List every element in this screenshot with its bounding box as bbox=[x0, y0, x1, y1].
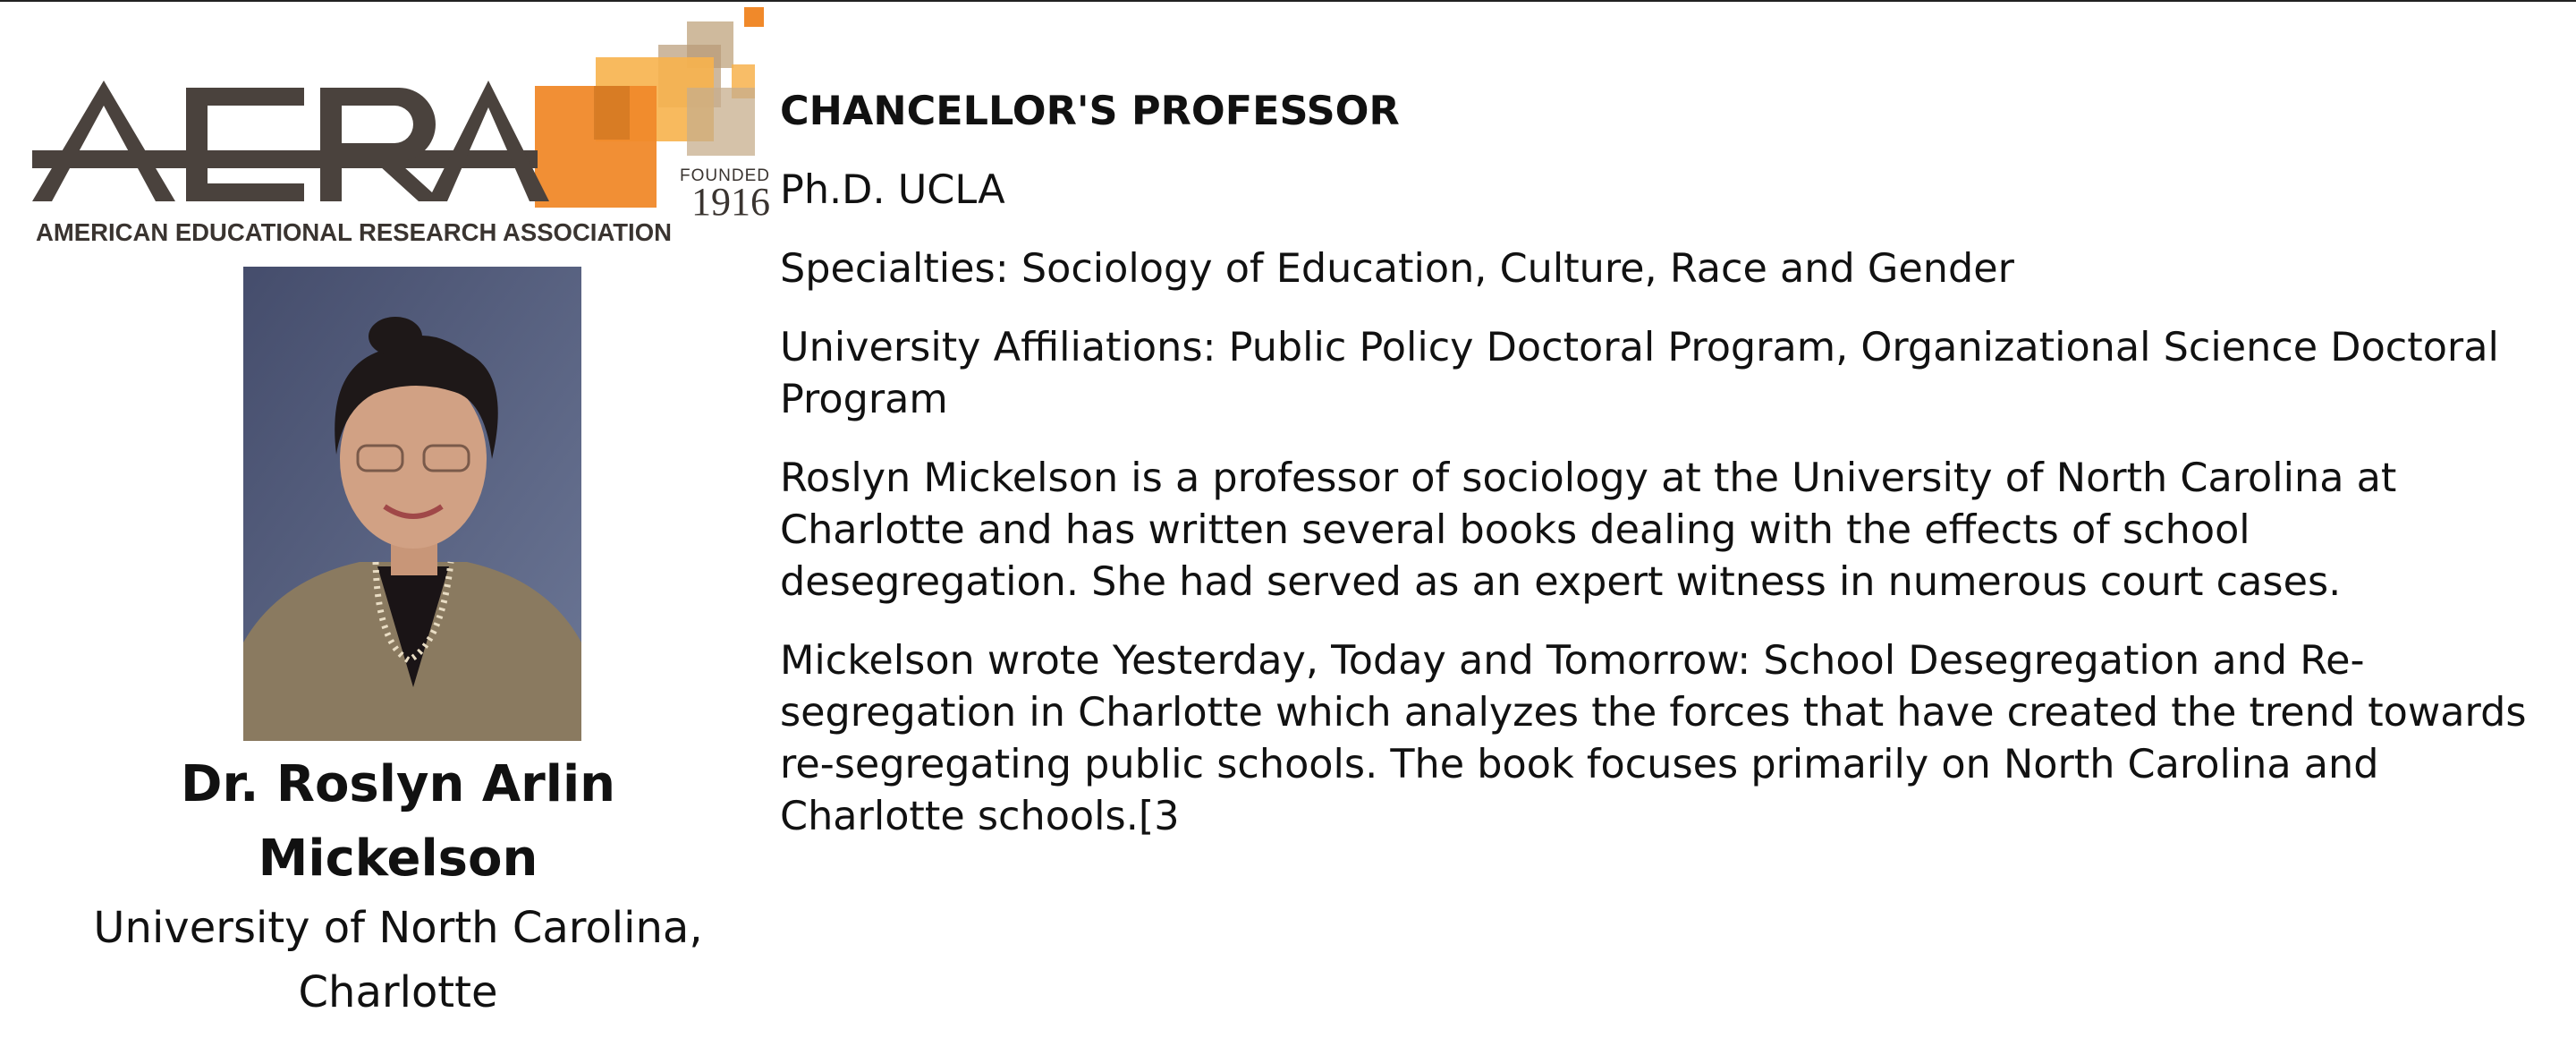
top-border bbox=[0, 0, 2576, 2]
profile-institution: University of North Carolina, Charlotte bbox=[93, 903, 703, 1017]
logo-square-tan-right bbox=[687, 88, 755, 156]
specialties: Specialties: Sociology of Education, Culture, Race and Gender bbox=[780, 246, 2014, 292]
profile-caption bbox=[54, 747, 742, 1025]
university-affiliations: University Affiliations: Public Policy Doctoral Program, Organizational Science Doctoral Program bbox=[780, 325, 2499, 422]
degree: Ph.D. UCLA bbox=[780, 167, 1005, 213]
founded-year: 1916 bbox=[691, 180, 770, 224]
aera-wordmark bbox=[32, 72, 551, 215]
profile-details bbox=[780, 86, 2533, 870]
bio-paragraph-2: Mickelson wrote Yesterday, Today and Tomorrow: School Desegregation and Re-segregation in Charlotte which analyzes the forces that have created the trend towards re-segregating public schools. The book focuses primarily on North Carolina and Charlotte schools.[3 bbox=[780, 638, 2527, 839]
position-title: CHANCELLOR'S PROFESSOR bbox=[780, 89, 1400, 134]
organization-name: AMERICAN EDUCATIONAL RESEARCH ASSOCIATION bbox=[36, 218, 672, 246]
logo-square-brown-overlap bbox=[594, 86, 630, 140]
aera-logo bbox=[32, 7, 770, 251]
bio-paragraph-1: Roslyn Mickelson is a professor of sociology at the University of North Carolina at Charlotte and has written several books dealing with the effects of school desegregation. She had served as an expert witness in numerous court cases. bbox=[780, 455, 2397, 605]
profile-name: Dr. Roslyn Arlin Mickelson bbox=[180, 755, 616, 888]
founded-label: FOUNDED bbox=[680, 166, 770, 185]
profile-photo bbox=[243, 267, 581, 741]
logo-square-small-orange bbox=[744, 7, 764, 27]
